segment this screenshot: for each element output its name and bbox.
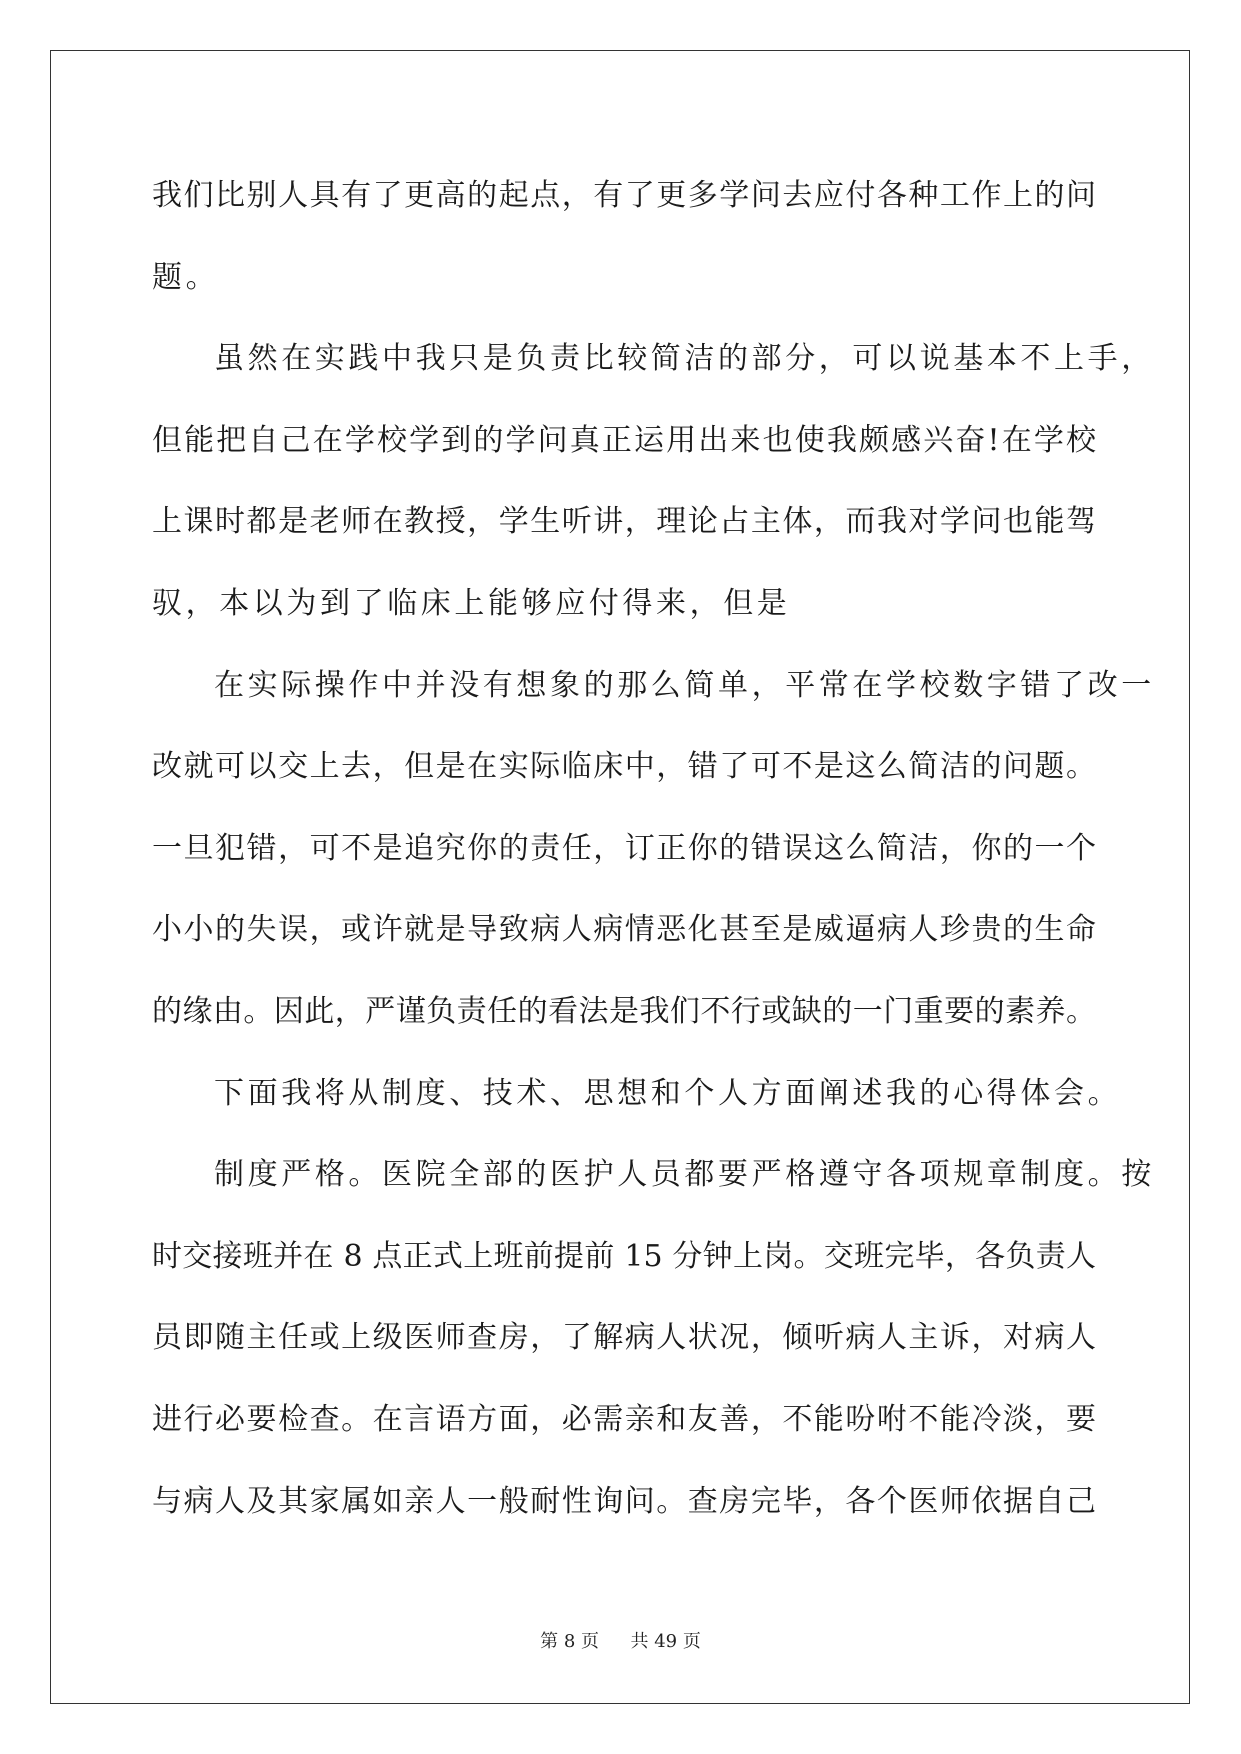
text-line-12: 下面我将从制度、技术、思想和个人方面阐述我的心得体会。 — [214, 1075, 1122, 1111]
text-line-13: 制度严格。医院全部的医护人员都要严格遵守各项规章制度。按 — [214, 1157, 1155, 1193]
total-pages: 共 49 页 — [630, 1631, 701, 1652]
text-line-1: 我们比别人具有了更高的起点，有了更多学问去应付各种工作上的问 — [152, 178, 1096, 213]
text-line-16: 进行必要检查。在言语方面，必需亲和友善，不能吩咐不能冷淡，要 — [152, 1401, 1096, 1437]
page-footer — [0, 1627, 1241, 1653]
text-line-7: 在实际操作中并没有想象的那么简单，平常在学校数字错了改一 — [214, 667, 1155, 703]
text-line-3: 虽然在实践中我只是负责比较简洁的部分，可以说基本不上手， — [214, 341, 1155, 377]
text-line-9: 一旦犯错，可不是追究你的责任，订正你的错误这么简洁，你的一个 — [152, 830, 1096, 866]
text-line-2: 题。 — [152, 259, 220, 295]
text-line-10: 小小的失误，或许就是导致病人病情恶化甚至是威逼病人珍贵的生命 — [152, 912, 1096, 948]
text-line-14: 时交接班并在 8 点正式上班前提前 15 分钟上岗。交班完毕，各负责人 — [152, 1238, 1096, 1274]
page-number: 第 8 页 — [540, 1631, 600, 1652]
text-line-11: 的缘由。因此，严谨负责任的看法是我们不行或缺的一门重要的素养。 — [152, 993, 1096, 1029]
text-line-4: 但能把自己在学校学到的学问真正运用出来也使我颇感兴奋!在学校 — [152, 422, 1096, 458]
document-body — [152, 155, 1155, 1542]
text-line-5: 上课时都是老师在教授，学生听讲，理论占主体，而我对学问也能驾 — [152, 504, 1096, 540]
text-line-17: 与病人及其家属如亲人一般耐性询问。查房完毕，各个医师依据自己 — [152, 1483, 1096, 1519]
text-line-8: 改就可以交上去，但是在实际临床中，错了可不是这么简洁的问题。 — [152, 749, 1096, 785]
text-line-6: 驭，本以为到了临床上能够应付得来，但是 — [152, 585, 791, 621]
text-line-15: 员即随主任或上级医师查房，了解病人状况，倾听病人主诉，对病人 — [152, 1320, 1096, 1356]
